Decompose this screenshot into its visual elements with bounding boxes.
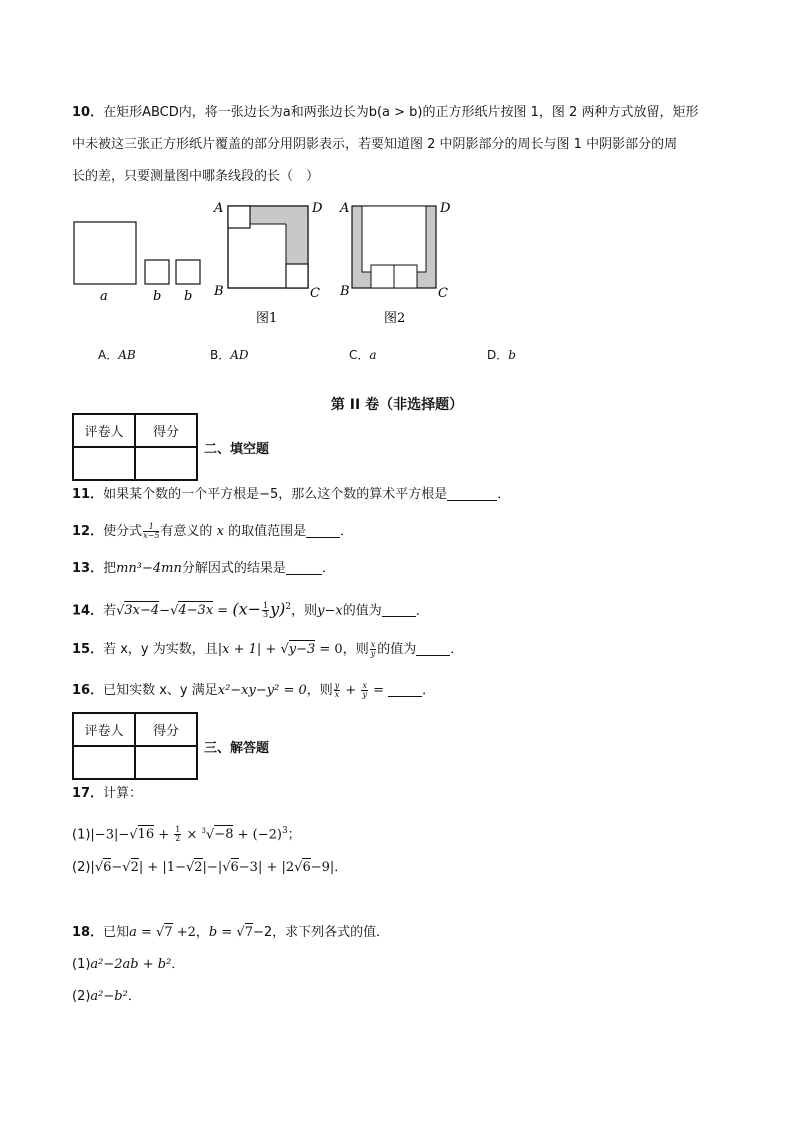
q15-pre: 若 x，y 为实数，且: [103, 642, 218, 657]
q16-eq: =: [368, 683, 389, 698]
q17-p1-frac-den: 2: [175, 834, 181, 844]
q15-frac-den: y: [370, 649, 376, 658]
label-b1: b: [153, 289, 162, 304]
q16-eqn: x²−xy−y² = 0: [217, 683, 307, 698]
fig2-B: B: [340, 284, 350, 299]
q12-blank[interactable]: [306, 523, 340, 538]
q16-plus: +: [341, 683, 361, 698]
fig1-caption: 图1: [256, 311, 278, 326]
q16-number: 16．: [72, 683, 104, 698]
q14-rad1: 3x−4: [124, 603, 160, 619]
q13-pre: 把: [103, 561, 117, 576]
option-d-value: b: [508, 348, 516, 362]
q16-f2-num: x: [362, 681, 367, 690]
q18-b-post: −2，求下列各式的值．: [252, 925, 390, 940]
q18-b-def: b =: [208, 925, 237, 940]
q18-a-def: a =: [129, 925, 157, 940]
q18-part2: [72, 988, 141, 1006]
q17-p2-label: (2): [72, 860, 91, 875]
q18-a-post: +2，: [172, 925, 209, 940]
q17-part2: (2)|√6−√2| + |1−√2|−|√6−3| + |2√6−9|．: [72, 860, 348, 875]
q12-mid: 有意义的: [160, 524, 213, 539]
q17-p2-t5: −9|: [310, 860, 335, 875]
q15-abs: |x + 1|: [217, 642, 262, 657]
q14-post2: 的值为: [342, 603, 382, 619]
q14-post: ，则: [291, 603, 318, 619]
table2-cell1[interactable]: [73, 746, 135, 779]
part2-title: 第 II 卷（非选择题）: [330, 397, 464, 413]
q17-p2-t4: −3| + |2: [238, 860, 295, 875]
q14-expr2: y−x: [317, 603, 343, 619]
fig1-B: B: [214, 284, 224, 299]
fig1-D: D: [312, 201, 323, 216]
fig2: [339, 201, 451, 326]
fig2-D: D: [440, 201, 451, 216]
q17-p1-idx: 3: [201, 827, 206, 835]
q17-p2-r1: 6: [103, 860, 112, 875]
q17-p1-a: |−3|−: [90, 827, 130, 843]
section3-title: 三、解答题: [204, 741, 270, 756]
q16-end: ．: [422, 683, 436, 698]
fig2-square-a: [362, 206, 426, 272]
q10-line3: 长的差，只要测量图中哪条线段的长（ ）: [72, 169, 320, 184]
q18-p2-label: (2): [72, 989, 91, 1004]
q18-pre: 已知: [103, 925, 130, 940]
q14-exp: 2: [285, 602, 292, 612]
q12-frac: [143, 523, 159, 540]
option-a[interactable]: [98, 346, 136, 363]
option-c[interactable]: [349, 346, 377, 363]
fig1: [213, 201, 323, 326]
q14-frac-den: 3: [263, 610, 269, 620]
option-c-letter: C．: [349, 348, 370, 362]
q16-post: ，则: [306, 683, 333, 698]
q17-title: 计算：: [103, 786, 143, 801]
q17-p1-rad2: −8: [214, 827, 234, 843]
q17: [72, 785, 142, 803]
q15: 15．若 x，y 为实数，且|x + 1| + √y−3 = 0，则 $\frac{x}{y}$ 的值为 ．: [72, 640, 464, 658]
q14-y: y): [270, 599, 286, 619]
q16-pre: 已知实数 x、y 满足: [103, 683, 218, 698]
q18-p2: a²−b²: [90, 989, 128, 1004]
q12-frac-num: 1: [143, 523, 159, 532]
q14-eq: =: [213, 603, 233, 619]
q16-f2-den: y: [362, 690, 367, 699]
q16-frac2: [361, 682, 368, 699]
q17-p2-r3: 2: [194, 860, 203, 875]
q18-p2-end: ．: [127, 989, 141, 1004]
q13-post: 分解因式的结果是: [181, 561, 286, 576]
q13-end: ．: [321, 561, 335, 576]
q17-p2-end: ．: [334, 860, 348, 875]
q12-var: x: [216, 524, 224, 539]
table2-cell2[interactable]: [135, 746, 197, 779]
table1-col2: 得分: [135, 414, 197, 447]
q17-p1-label: (1): [72, 827, 91, 843]
q17-p1-frac-num: 1: [175, 825, 181, 835]
q14-rad2: 4−3x: [178, 603, 214, 619]
q15-frac-num: x: [370, 640, 376, 649]
q17-p2-r5: 6: [302, 860, 311, 875]
square-a: [74, 222, 136, 284]
q16-f1-den: x: [334, 690, 340, 699]
q15-blank[interactable]: [416, 641, 450, 656]
option-b[interactable]: [210, 346, 249, 363]
score-table-1: [72, 413, 198, 481]
label-b2: b: [184, 289, 193, 304]
q16: [72, 682, 435, 700]
q17-p2-r4: 6: [230, 860, 239, 875]
option-a-letter: A．: [98, 348, 119, 362]
q17-p1-b: +: [154, 827, 174, 843]
option-d[interactable]: [487, 346, 516, 363]
q11-text: 如果某个数的一个平方根是−5，那么这个数的算术平方根是: [103, 487, 448, 502]
q17-p2-t2: | + |1−: [138, 860, 186, 875]
q11-end: ．: [497, 487, 511, 502]
q10-line1: [72, 104, 698, 122]
q14-pre: 若: [103, 603, 117, 619]
q16-blank[interactable]: [388, 682, 422, 697]
q14: 14．若√3x−4−√4−3x = (x− $\frac{1}{3}$ y)$^2$，则y−x的值为 ．: [72, 599, 429, 620]
q18-a-rad: 7: [164, 925, 173, 940]
q16-f1-num: y: [334, 681, 340, 690]
q15-plus: +: [261, 642, 281, 657]
label-a: a: [100, 289, 108, 304]
fig1-C: C: [310, 286, 320, 301]
q14-number: 14．: [72, 603, 104, 619]
q12-number: 12．: [72, 524, 104, 539]
q18-b-rad: 7: [244, 925, 253, 940]
q18-number: 18．: [72, 925, 104, 940]
fig2-square-b2: [394, 265, 417, 288]
q11-blank[interactable]: [447, 486, 497, 501]
table1-cell2[interactable]: [135, 447, 197, 480]
q17-p2-r2: 2: [130, 860, 139, 875]
q17-p1-d: + (−2): [233, 827, 282, 843]
option-b-value: AD: [230, 348, 249, 362]
fig2-caption: 图2: [384, 311, 406, 326]
q17-p2-a: |: [90, 860, 95, 875]
q12-post: 的取值范围是: [228, 524, 307, 539]
fig2-square-b1: [371, 265, 394, 288]
q18-p1-label: (1): [72, 957, 91, 972]
option-a-value: AB: [118, 348, 136, 362]
q17-p2-t3: |−|: [202, 860, 223, 875]
section2-title: 二、填空题: [204, 442, 270, 457]
q15-frac: [370, 641, 377, 658]
fig2-A: A: [340, 201, 350, 216]
q17-p1-frac: [174, 826, 181, 843]
q15-end: ．: [450, 642, 464, 657]
table2-col2: 得分: [135, 713, 197, 746]
q13-expr: mn³−4mn: [116, 561, 182, 576]
q12: [72, 523, 353, 541]
table1-col1: 评卷人: [73, 414, 135, 447]
option-c-value: a: [369, 348, 377, 362]
q18-p1: a²−2ab + b²: [90, 957, 172, 972]
q13-blank[interactable]: [286, 560, 322, 575]
q14-paren: (x−: [232, 599, 262, 619]
q12-pre: 使分式: [103, 524, 143, 539]
q11: [72, 486, 510, 504]
q15-post: 的值为: [377, 642, 417, 657]
q14-blank[interactable]: [382, 602, 416, 617]
table1-cell1[interactable]: [73, 447, 135, 480]
fig1-A: A: [214, 201, 224, 216]
option-b-letter: B．: [210, 348, 231, 362]
q17-p1-rad: 16: [137, 827, 155, 843]
q18-part1: [72, 956, 184, 974]
q14-frac: [262, 602, 269, 619]
square-b1: [145, 260, 169, 284]
q14-frac-num: 1: [263, 601, 269, 611]
table2-col1: 评卷人: [73, 713, 135, 746]
q13-number: 13．: [72, 561, 104, 576]
q17-p1-exp: 3: [281, 826, 288, 836]
q10-number: 10．: [72, 105, 104, 120]
q10-line2: 中未被这三张正方形纸片覆盖的部分用阴影表示，若要知道图 2 中阴影部分的周长与图 1 中阴影部分的周: [72, 137, 678, 152]
q15-eq: = 0，则: [315, 642, 369, 657]
q17-p1-c: ×: [182, 827, 202, 843]
q18: 18．已知a = √7 +2，b = √7−2，求下列各式的值．: [72, 925, 390, 940]
score-table-2: [72, 712, 198, 780]
q11-number: 11．: [72, 487, 104, 502]
q12-end: ．: [340, 524, 354, 539]
q14-end: ．: [415, 603, 429, 619]
q17-part1: (1)|−3|−√16 + $\frac{1}{2}$ × $^3√-8 + (-2)^3$；: [72, 825, 301, 844]
q17-number: 17．: [72, 786, 104, 801]
q15-number: 15．: [72, 642, 104, 657]
square-b2: [176, 260, 200, 284]
q14-minus: −: [159, 603, 171, 619]
fig1-small-square-bottom: [286, 264, 308, 288]
q17-p2-t1: −: [111, 860, 123, 875]
q16-frac1: [334, 682, 341, 699]
q13: [72, 560, 335, 578]
option-d-letter: D．: [487, 348, 509, 362]
q15-rad: y−3: [288, 642, 316, 657]
fig1-small-square-top: [228, 206, 250, 228]
q12-frac-den: x−5: [143, 531, 160, 540]
q10-figure: [60, 190, 480, 330]
q18-p1-end: ．: [171, 957, 185, 972]
fig2-C: C: [438, 286, 448, 301]
q10-text-line1: 在矩形ABCD内，将一张边长为a和两张边长为b(a > b)的正方形纸片按图 1，图 2 两种方式放留，矩形: [103, 105, 699, 120]
q17-p1-end: ；: [287, 827, 301, 843]
